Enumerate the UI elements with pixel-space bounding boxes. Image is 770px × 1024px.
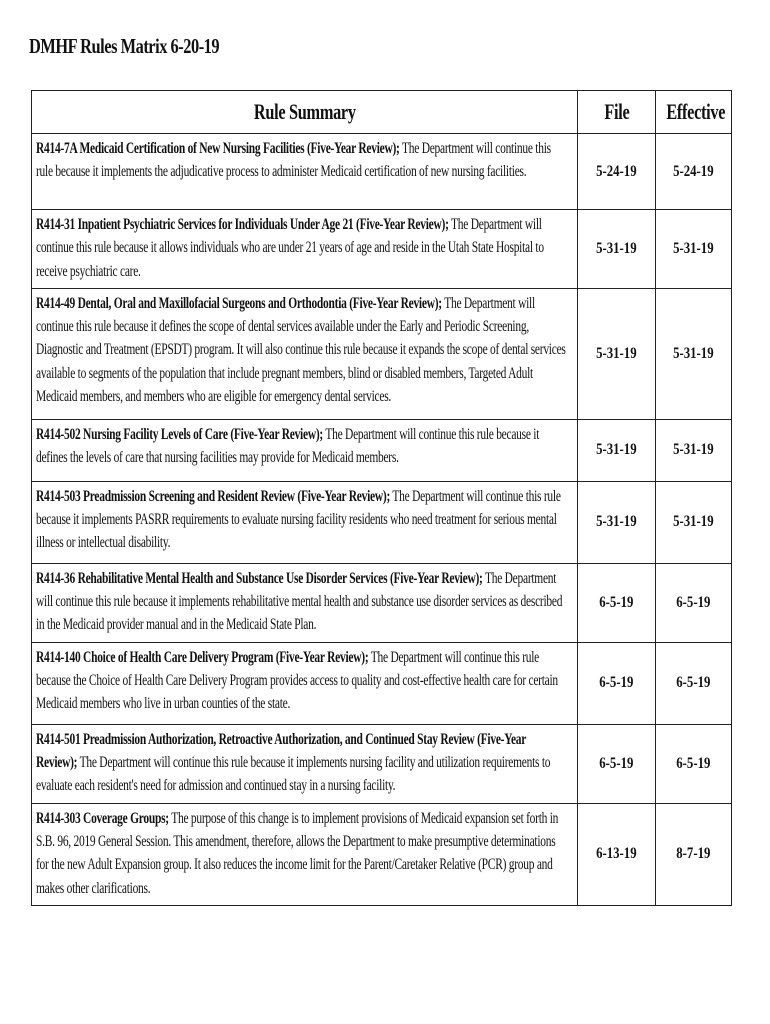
page-title: DMHF Rules Matrix 6-20-19: [29, 34, 220, 58]
file-date-cell: [578, 210, 656, 289]
table-row: [32, 210, 732, 289]
rule-summary-cell: [32, 419, 578, 481]
effective-date-cell: [656, 642, 732, 724]
rule-summary-cell: [32, 724, 578, 803]
file-date: 6-13-19: [596, 845, 637, 863]
effective-date-cell: [656, 724, 732, 803]
effective-date: 5-31-19: [673, 344, 714, 362]
effective-date-cell: [656, 481, 732, 563]
table-row: [32, 803, 732, 905]
header-effective: Effective: [656, 91, 732, 134]
rule-summary-cell: [32, 134, 578, 210]
effective-date: 8-7-19: [676, 845, 711, 863]
file-date-cell: [578, 642, 656, 724]
rule-summary-cell: [32, 481, 578, 563]
table-row: [32, 134, 732, 210]
rules-matrix-table: [31, 90, 732, 906]
rule-description: The purpose of this change is to implement provisions of Medicaid expansion set forth in S.B. 96, 2019 General Session. This amendment, therefore, allows the Department to make presumptive determinations for the new Adult Expansion group. It also reduces the income limit for the Parent/Caretaker Relative (PCR) group and makes other clarifications.: [36, 809, 559, 897]
effective-date: 5-31-19: [673, 239, 714, 257]
rule-description: The Department will continue this rule because it implements nursing facility and utilization requirements to evaluate each resident's need for admission and continued stay in a nursing facility.: [36, 754, 551, 795]
file-date: 6-5-19: [599, 593, 634, 611]
effective-date: 5-24-19: [673, 162, 714, 180]
rule-description: The Department will continue this rule because it implements PASRR requirements to evaluate nursing facility residents who need treatment for serious mental illness or intellectual disability.: [36, 487, 561, 552]
effective-date-cell: [656, 134, 732, 210]
effective-date-cell: [656, 803, 732, 905]
effective-date-cell: [656, 210, 732, 289]
effective-date-cell: [656, 563, 732, 642]
file-date-cell: [578, 134, 656, 210]
file-date: 6-5-19: [599, 674, 634, 692]
rule-title: R414-31 Inpatient Psychiatric Services for Individuals Under Age 21 (Five-Year Review);: [36, 216, 449, 233]
rule-description: The Department will continue this rule because it allows individuals who are under 21 years of age and reside in the Utah State Hospital to receive psychiatric care.: [36, 216, 544, 280]
rule-title: R414-36 Rehabilitative Mental Health and Substance Use Disorder Services (Five-Year Review);: [36, 569, 483, 587]
file-date: 5-31-19: [596, 441, 637, 459]
rule-title: R414-140 Choice of Health Care Delivery Program (Five-Year Review);: [36, 648, 369, 666]
rules-table-body: [32, 134, 732, 906]
effective-date-cell: [656, 288, 732, 419]
effective-date: 6-5-19: [676, 593, 711, 611]
file-date: 6-5-19: [599, 754, 634, 772]
rule-title: R414-501 Preadmission Authorization, Retroactive Authorization, and Continued Stay Review (Five-Year Review);: [36, 730, 526, 772]
file-date: 5-31-19: [596, 239, 637, 257]
file-date: 5-31-19: [596, 513, 637, 531]
rule-description: The Department will continue this rule because it implements rehabilitative mental health and substance use disorder services as described in the Medicaid provider manual and in the Medicaid State Plan.: [36, 569, 563, 634]
rule-title: R414-502 Nursing Facility Levels of Care (Five-Year Review);: [36, 425, 323, 443]
rule-description: The Department will continue this rule because the Choice of Health Care Delivery Program provides access to quality and cost-effective health care for certain Medicaid members who live in urban counties of the state.: [36, 648, 558, 713]
table-row: [32, 419, 732, 481]
file-date-cell: [578, 563, 656, 642]
file-date-cell: [578, 288, 656, 419]
rule-title: R414-503 Preadmission Screening and Resident Review (Five-Year Review);: [36, 487, 391, 505]
rule-title: R414-7A Medicaid Certification of New Nursing Facilities (Five-Year Review);: [36, 140, 400, 157]
table-row: [32, 724, 732, 803]
table-header-row: [32, 91, 732, 134]
table-row: [32, 563, 732, 642]
file-date-cell: [578, 481, 656, 563]
file-date-cell: [578, 803, 656, 905]
rule-summary-cell: [32, 803, 578, 905]
header-file: File: [578, 91, 656, 134]
effective-date: 5-31-19: [673, 513, 714, 531]
rule-summary-cell: [32, 642, 578, 724]
rule-description: The Department will continue this rule because it defines the scope of dental services available under the Early and Periodic Screening, Diagnostic and Treatment (EPSDT) program. It will also continue this rule because it expands the scope of dental services available to segments of the population that include pregnant members, blind or disabled members, Targeted Adult Medicaid members, and members who are eligible for emergency dental services.: [36, 294, 566, 406]
rule-description: The Department will continue this rule because it implements the adjudicative process to administer Medicaid certification of new nursing facilities.: [36, 140, 551, 181]
rule-title: R414-303 Coverage Groups;: [36, 809, 169, 827]
file-date-cell: [578, 419, 656, 481]
effective-date: 5-31-19: [673, 441, 714, 459]
rule-summary-cell: [32, 288, 578, 419]
effective-date-cell: [656, 419, 732, 481]
table-row: [32, 642, 732, 724]
rule-summary-cell: [32, 210, 578, 289]
rule-description: The Department will continue this rule because it defines the levels of care that nursing facilities may provide for Medicaid members.: [36, 425, 540, 467]
rule-summary-cell: [32, 563, 578, 642]
rule-title: R414-49 Dental, Oral and Maxillofacial Surgeons and Orthodontia (Five-Year Review);: [36, 294, 442, 312]
table-row: [32, 481, 732, 563]
effective-date: 6-5-19: [676, 674, 711, 692]
effective-date: 6-5-19: [676, 754, 711, 772]
file-date: 5-31-19: [596, 344, 637, 362]
header-rule-summary: Rule Summary: [32, 91, 578, 134]
table-row: [32, 288, 732, 419]
file-date-cell: [578, 724, 656, 803]
file-date: 5-24-19: [596, 162, 637, 180]
